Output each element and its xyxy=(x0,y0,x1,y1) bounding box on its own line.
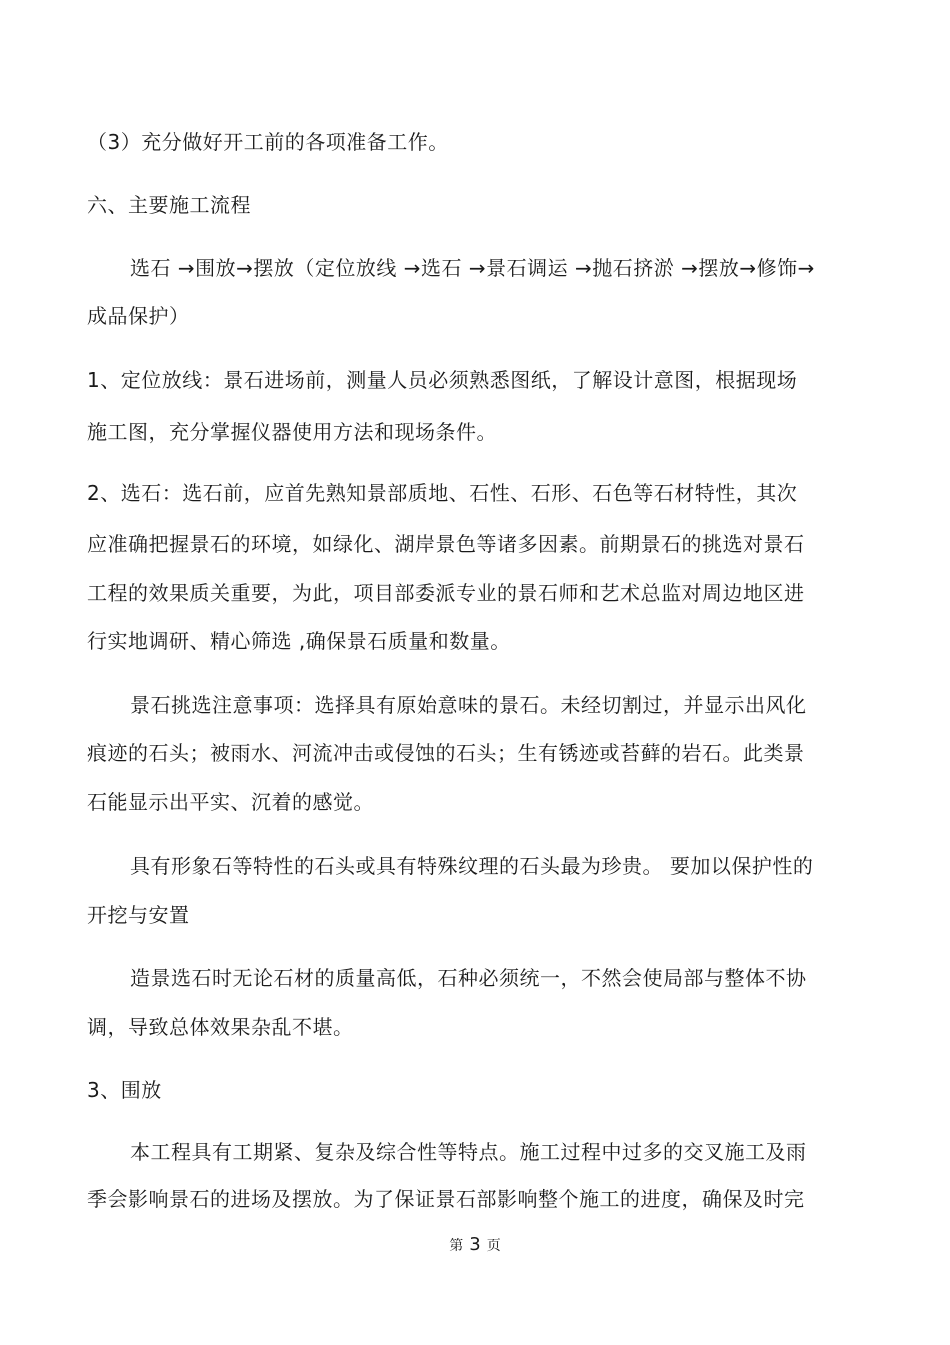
text-line: 造景选石时无论石材的质量高低，石种必须统一，不然会使局部与整体不协 xyxy=(130,966,807,990)
text-line: 成品保护） xyxy=(87,304,190,328)
text-line: 行实地调研、精心筛选 ,确保景石质量和数量。 xyxy=(87,629,511,653)
text-line: 痕迹的石头；被雨水、河流冲击或侵蚀的石头；生有锈迹或苔藓的岩石。此类景 xyxy=(87,741,805,765)
text-line: 季会影响景石的进场及摆放。为了保证景石部影响整个施工的进度，确保及时完 xyxy=(87,1187,805,1211)
text-line: 2、选石：选石前，应首先熟知景部质地、石性、石形、石色等石材特性，其次 xyxy=(87,481,798,505)
text-line: 调，导致总体效果杂乱不堪。 xyxy=(87,1015,354,1039)
section-heading: 六、主要施工流程 xyxy=(87,193,251,217)
text-line: 景石挑选注意事项：选择具有原始意味的景石。未经切割过，并显示出风化 xyxy=(130,693,807,717)
text-line: 本工程具有工期紧、复杂及综合性等特点。施工过程中过多的交叉施工及雨 xyxy=(130,1140,807,1164)
footer-suffix: 页 xyxy=(486,1238,501,1254)
text-line: 应准确把握景石的环境，如绿化、湖岸景色等诸多因素。前期景石的挑选对景石 xyxy=(87,532,805,556)
text-line: 开挖与安置 xyxy=(87,903,190,927)
text-line: 施工图，充分掌握仪器使用方法和现场条件。 xyxy=(87,420,497,444)
section-heading: 3、围放 xyxy=(87,1078,162,1102)
page-number: 3 xyxy=(469,1234,481,1255)
text-line: 1、定位放线：景石进场前，测量人员必须熟悉图纸，了解设计意图，根据现场 xyxy=(87,368,798,392)
text-line: 选石 →围放→摆放（定位放线 →选石 →景石调运 →抛石挤淤 →摆放→修饰→ xyxy=(130,256,815,280)
text-line: 具有形象石等特性的石头或具有特殊纹理的石头最为珍贵。 要加以保护性的 xyxy=(130,854,814,878)
text-line: 工程的效果质关重要，为此，项目部委派专业的景石师和艺术总监对周边地区进 xyxy=(87,581,805,605)
footer-prefix: 第 xyxy=(449,1238,464,1254)
text-line: （3）充分做好开工前的各项准备工作。 xyxy=(87,130,449,154)
page-footer xyxy=(0,1235,950,1256)
text-line: 石能显示出平实、沉着的感觉。 xyxy=(87,790,374,814)
